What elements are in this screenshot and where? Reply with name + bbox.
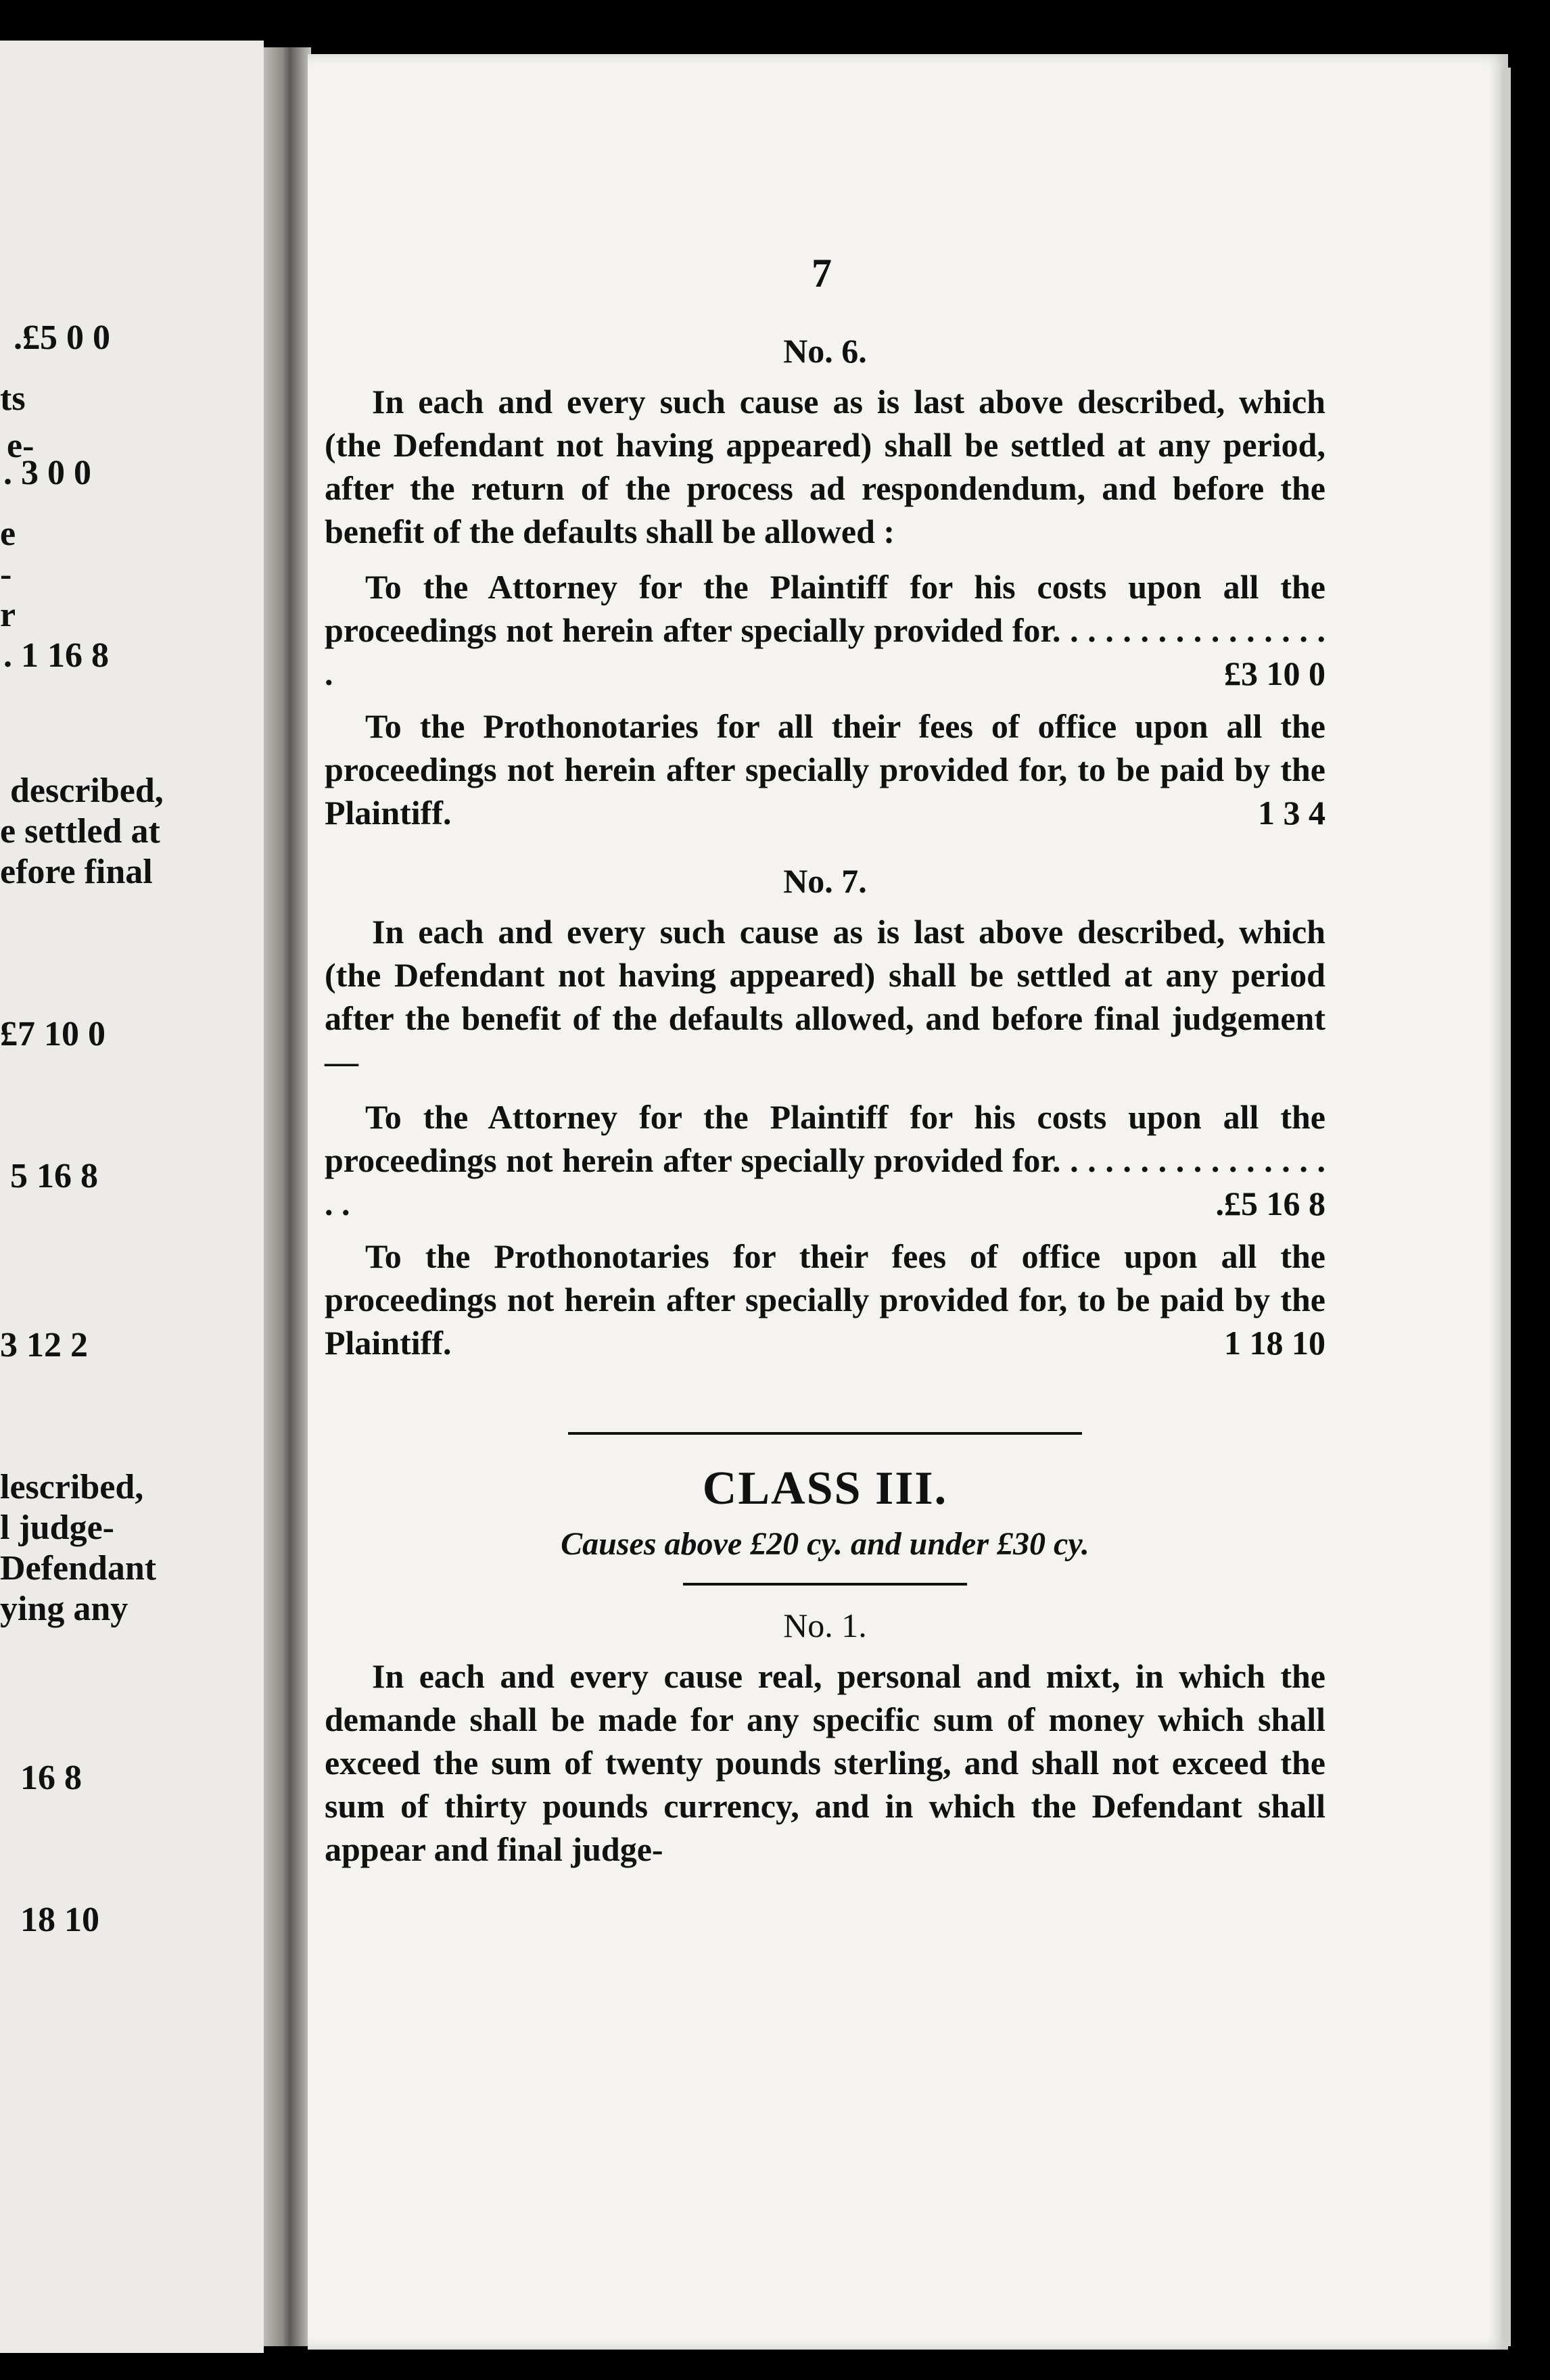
fee-entry-text: To the Prothonotaries for their fees of office upon all the proceedings not herein after specially provided for, to be paid by the Plaintiff. [325, 1237, 1325, 1362]
fee-entry [325, 705, 1325, 834]
left-fragment: Defendant [0, 1549, 157, 1588]
fee-entry [325, 565, 1325, 695]
book-gutter [264, 47, 311, 2346]
section-body-no7: In each and every such cause as is last above described, which (the Defendant not having appeared) shall be settled at any period after the benefit of the defaults allowed, and before final judgement— [325, 913, 1325, 1080]
left-fragment: 16 8 [20, 1759, 82, 1797]
fee-amount: 1 3 4 [1258, 794, 1325, 832]
class-title: CLASS III. [702, 1462, 948, 1515]
left-fragment: e [0, 515, 16, 553]
left-fragment: 18 10 [20, 1901, 99, 1939]
left-fragment: ying any [0, 1590, 128, 1628]
left-fragment: ts [0, 379, 26, 418]
left-fragment: lescribed, [0, 1468, 144, 1506]
left-fragment: efore final [0, 853, 153, 891]
section-body-class3-no1: In each and every cause real, personal and mixt, in which the demande shall be made for any specific sum of money which shall exceed the sum of twenty pounds sterling, and shall not exceed the sum of thirty pounds currency, and in which the Defendant shall appear and final judge- [325, 1657, 1325, 1868]
page-content [325, 243, 1325, 1871]
fee-amount: £3 10 0 [1224, 654, 1325, 692]
left-fragment: 3 12 2 [0, 1326, 88, 1364]
section-heading-no6: No. 6. [783, 332, 867, 370]
left-fragment: l judge- [0, 1508, 114, 1547]
section-body-no6: In each and every such cause as is last above described, which (the Defendant not having appeared) shall be settled at any period, after the return of the process ad respondendum, and before the benefit of the defaults shall be allowed : [325, 383, 1325, 550]
fee-entry-text: To the Attorney for the Plaintiff for his costs upon all the proceedings not herein after specially provided for. . . . . . . . . . . . . . . . . . [325, 1098, 1325, 1222]
left-fragment: e- [7, 427, 34, 465]
left-fragment: . 3 0 0 [3, 454, 91, 492]
fee-entry-text: To the Prothonotaries for all their fees of office upon all the proceedings not herein after specially provided for, to be paid by the Plaintiff. [325, 707, 1325, 832]
left-fragment: 5 16 8 [10, 1157, 98, 1195]
class-subtitle: Causes above £20 cy. and under £30 cy. [561, 1526, 1089, 1562]
left-fragment: . 1 16 8 [3, 636, 109, 675]
fee-amount: 1 18 10 [1224, 1324, 1325, 1362]
page-edge [1503, 68, 1511, 2346]
fee-entry [325, 1235, 1325, 1364]
fee-amount: .£5 16 8 [1215, 1185, 1325, 1222]
section-heading-class3-no1: No. 1. [783, 1606, 867, 1644]
left-fragment: e settled at [0, 812, 160, 851]
left-fragment: r [0, 596, 16, 634]
previous-page-fragment [0, 41, 264, 2353]
section-heading-no7: No. 7. [783, 862, 867, 900]
left-fragment: described, [10, 771, 164, 810]
left-fragment: - [0, 555, 12, 594]
left-fragment: .£5 0 0 [14, 318, 110, 357]
left-fragment: £7 10 0 [0, 1015, 105, 1053]
fee-entry [325, 1095, 1325, 1225]
page-number: 7 [812, 251, 832, 295]
fee-entry-text: To the Attorney for the Plaintiff for his costs upon all the proceedings not herein after specially provided for. . . . . . . . . . . . . . . . . [325, 568, 1325, 692]
